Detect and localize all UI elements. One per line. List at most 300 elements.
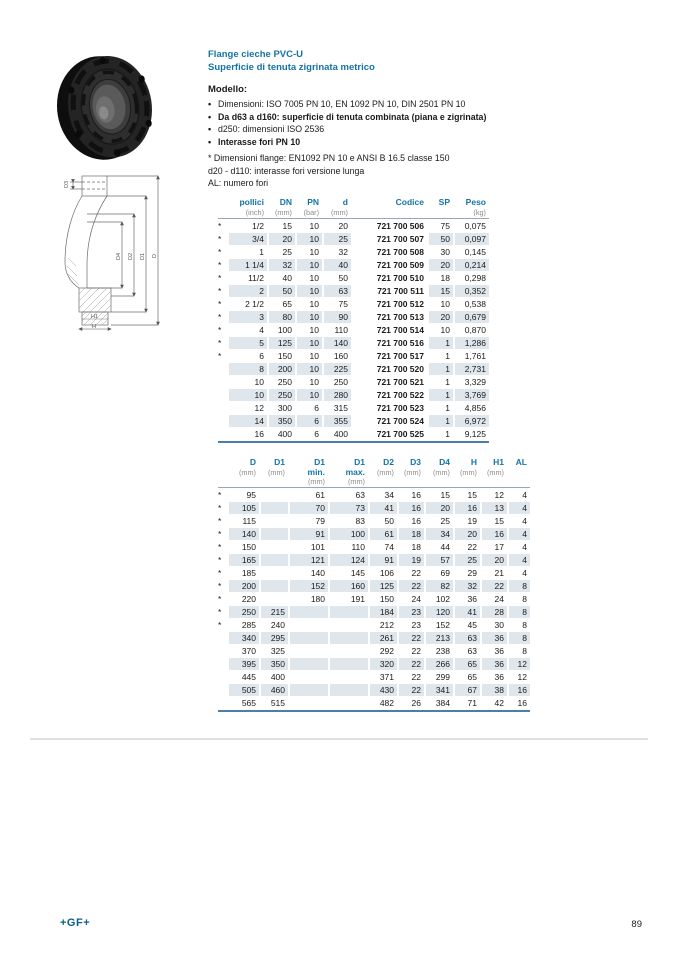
model-bullet-item: [208, 123, 548, 136]
table-cell: 320: [370, 658, 397, 670]
footnote-star-cell: *: [218, 221, 222, 231]
table-cell: 1: [429, 337, 453, 349]
table-cell: 185: [241, 568, 256, 578]
table-cell: 145: [350, 568, 365, 578]
table-cell: 34: [426, 528, 453, 540]
table-cell: 22: [399, 632, 424, 644]
column-header: PN (bar): [303, 197, 319, 217]
table-cell: 8: [522, 646, 527, 656]
footnote-star-cell: [218, 402, 227, 414]
bullet-icon: •: [208, 136, 212, 147]
table-cell: 10: [297, 259, 322, 271]
table-cell: 250: [277, 377, 292, 387]
table-row: [218, 272, 489, 284]
table-cell: 200: [269, 363, 295, 375]
table-cell: 8: [509, 580, 530, 592]
table-cell: 8: [509, 632, 530, 644]
footnotes: [208, 152, 548, 190]
table-cell: 30: [440, 247, 450, 257]
table-cell: 721 700 521: [376, 377, 424, 387]
table-cell: 25: [282, 247, 292, 257]
table-cell: 75: [440, 221, 450, 231]
flange-photo-group: [52, 50, 159, 164]
table-cell: 75: [338, 299, 348, 309]
bullet-text: Interasse fori PN 10: [218, 136, 301, 147]
table-cell: 350: [261, 658, 288, 670]
product-photo: [52, 50, 164, 164]
table-cell: 101: [310, 542, 325, 552]
table-cell: 220: [241, 594, 256, 604]
footnote-star-cell: *: [218, 234, 222, 244]
table-cell: 180: [310, 594, 325, 604]
table-cell: 445: [241, 672, 256, 682]
table-row: [218, 619, 530, 631]
table-cell: 63: [324, 285, 351, 297]
table-cell: 32: [269, 259, 295, 271]
table-cell: 29: [467, 568, 477, 578]
table-row: [218, 606, 530, 618]
table-cell: [261, 515, 288, 527]
table-header-row: [218, 197, 489, 217]
table-cell: 12: [494, 490, 504, 500]
model-heading: Modello:: [208, 84, 248, 95]
table-cell: 22: [399, 580, 424, 592]
table-cell: 721 700 509: [376, 260, 424, 270]
table-cell: 13: [482, 502, 507, 514]
footnote-star-cell: *: [218, 247, 222, 257]
table-cell: 63: [355, 490, 365, 500]
column-header: Peso (kg): [465, 197, 486, 217]
model-bullet-item: [208, 136, 548, 149]
column-header: d (mm): [330, 197, 348, 217]
table-cell: 14: [229, 415, 267, 427]
table-cell: 19: [467, 516, 477, 526]
table-row: [218, 671, 530, 683]
table-cell: 20: [429, 259, 453, 271]
table-cell: 4: [522, 490, 527, 500]
table-cell: 191: [350, 594, 365, 604]
table-cell: [261, 502, 288, 514]
table-cell: 250: [333, 377, 348, 387]
table-cell: 721 700 511: [377, 286, 424, 296]
table-cell: 721 700 507: [376, 234, 424, 244]
column-header: D1 max. (mm): [345, 457, 365, 486]
table-row: [218, 489, 530, 501]
table-cell: 200: [229, 580, 259, 592]
column-header: D1 min. (mm): [307, 457, 325, 486]
gf-logo: +GF+: [60, 917, 91, 929]
table-cell: 1/2: [252, 221, 264, 231]
table-cell: 12: [509, 658, 530, 670]
table-cell: 1,761: [464, 351, 486, 361]
table-cell: 10: [309, 377, 319, 387]
footnote-line: d20 - d110: interasse fori versione lunga: [208, 165, 365, 176]
table-cell: 61: [315, 490, 325, 500]
table-cell: 105: [229, 502, 259, 514]
table-cell: 721 700 508: [376, 247, 424, 257]
table-cell: 140: [310, 568, 325, 578]
bullet-icon: •: [208, 111, 212, 122]
table-cell: 91: [370, 554, 397, 566]
table-cell: [261, 593, 288, 605]
drawing-label-d2: D2: [128, 252, 134, 260]
table-cell: 721 700 516: [376, 338, 424, 348]
table-cell: 1,286: [455, 337, 489, 349]
bullet-icon: •: [208, 99, 212, 109]
table-cell: 63: [455, 632, 480, 644]
table-cell: 100: [330, 528, 368, 540]
table-cell: 215: [261, 606, 288, 618]
table-row: [218, 502, 530, 514]
table-cell: 82: [426, 580, 453, 592]
table-cell: 30: [494, 620, 504, 630]
table-cell: 8: [229, 363, 267, 375]
table-cell: 355: [324, 415, 351, 427]
table-cell: 65: [282, 299, 292, 309]
table-cell: 50: [269, 285, 295, 297]
footnote-star-cell: *: [218, 286, 222, 296]
footnote-star-cell: [218, 415, 227, 427]
table-cell: 91: [290, 528, 328, 540]
table-row: [218, 554, 530, 566]
column-header: D2 (mm): [376, 457, 394, 477]
star-column-header: [218, 197, 227, 217]
table-cell: 26: [411, 698, 421, 708]
footer-divider: [30, 738, 648, 740]
table-row: [218, 311, 489, 323]
table-cell: 32: [455, 580, 480, 592]
table-cell: 44: [440, 542, 450, 552]
footnote-star-cell: *: [218, 607, 222, 617]
table-row: [218, 658, 530, 670]
drawing-outline: [65, 176, 158, 325]
table-cell: 4: [509, 502, 530, 514]
table-cell: 16: [254, 429, 264, 439]
table-cell: 4: [522, 568, 527, 578]
table-cell: 106: [379, 568, 394, 578]
table-cell: 1 1/4: [229, 259, 267, 271]
table-cell: [330, 697, 368, 709]
column-header: D3 (mm): [403, 457, 421, 477]
table-cell: 721 700 510: [376, 273, 424, 283]
table-cell: 23: [411, 620, 421, 630]
table-cell: 4: [509, 528, 530, 540]
footnote-star-cell: *: [218, 542, 222, 552]
table-cell: 22: [411, 646, 421, 656]
dimensions-table-wrap: [216, 456, 532, 713]
table-cell: 1: [429, 363, 453, 375]
table-cell: 24: [411, 594, 421, 604]
table-header-row: [218, 457, 530, 486]
table-row: [218, 697, 530, 709]
table-cell: 6,972: [455, 415, 489, 427]
table-cell: 340: [229, 632, 259, 644]
table-cell: 63: [467, 646, 477, 656]
table-cell: 36: [467, 594, 477, 604]
table-cell: 10: [297, 285, 322, 297]
model-bullet-item: [208, 98, 548, 111]
table-bottom-rule: [218, 710, 530, 712]
footnote-star-cell: *: [218, 620, 222, 630]
table-cell: 10: [440, 299, 450, 309]
table-row: [218, 285, 489, 297]
table-cell: 10: [254, 377, 264, 387]
column-header: DN (mm): [274, 197, 292, 217]
table-row: [218, 528, 530, 540]
table-cell: 295: [261, 632, 288, 644]
table-cell: 19: [399, 554, 424, 566]
table-cell: 8: [522, 620, 527, 630]
table-cell: 10: [309, 247, 319, 257]
column-header: D4 (mm): [432, 457, 450, 477]
table-row: [218, 684, 530, 696]
table-cell: 1: [429, 415, 453, 427]
table-cell: 36: [494, 672, 504, 682]
table-cell: 79: [315, 516, 325, 526]
table-cell: 10: [297, 389, 322, 401]
table-cell: 3: [229, 311, 267, 323]
table-cell: 11/2: [248, 273, 264, 283]
table-cell: [290, 684, 328, 696]
table-cell: 9,125: [464, 429, 486, 439]
footnote-star-cell: *: [218, 555, 222, 565]
table-cell: 20: [482, 554, 507, 566]
table-cell: 16: [399, 502, 424, 514]
table-cell: 20: [338, 221, 348, 231]
drawing-label-h1: H1: [91, 314, 99, 320]
table-row: [218, 220, 489, 232]
table-cell: 17: [494, 542, 504, 552]
table-cell: 22: [399, 658, 424, 670]
table-cell: 152: [435, 620, 450, 630]
table-cell: [330, 658, 368, 670]
table-cell: [261, 541, 288, 553]
footnote-star-cell: [218, 363, 227, 375]
table-cell: 721 700 513: [376, 312, 424, 322]
table-cell: 3,329: [464, 377, 486, 387]
table-cell: 41: [455, 606, 480, 618]
table-cell: 140: [229, 528, 259, 540]
table-row: [218, 376, 489, 388]
table-cell: 10: [309, 221, 319, 231]
footnote-star-cell: [218, 632, 227, 644]
footnote-star-cell: [218, 684, 227, 696]
table-cell: 3,769: [455, 389, 489, 401]
table-cell: 1: [429, 389, 453, 401]
table-cell: 400: [270, 672, 285, 682]
table-cell: 0,538: [464, 299, 486, 309]
table-cell: 70: [290, 502, 328, 514]
footnote-star-cell: *: [218, 351, 222, 361]
footnote-star-cell: *: [218, 503, 222, 513]
table-cell: 50: [338, 273, 348, 283]
table-cell: 50: [429, 233, 453, 245]
table-cell: [290, 619, 328, 631]
footnote-line: AL: numero fori: [208, 178, 269, 188]
table-row: [218, 580, 530, 592]
table-cell: 0,870: [464, 325, 486, 335]
table-cell: 6: [314, 403, 319, 413]
table-cell: 0,075: [464, 221, 486, 231]
table-cell: [330, 684, 368, 696]
table-cell: 110: [351, 542, 365, 552]
table-cell: 266: [426, 658, 453, 670]
table-cell: 18: [411, 542, 421, 552]
table-cell: 124: [330, 554, 368, 566]
table-cell: 102: [435, 594, 450, 604]
table-row: [218, 515, 530, 527]
page-title-line2: Superficie di tenuta zigrinata metrico: [208, 62, 375, 73]
table-cell: 120: [426, 606, 453, 618]
table-cell: 125: [269, 337, 295, 349]
table-cell: 212: [379, 620, 394, 630]
model-bullet-item: [208, 111, 548, 124]
footnote-star-cell: *: [218, 529, 222, 539]
table-cell: 261: [370, 632, 397, 644]
table-cell: 565: [241, 698, 256, 708]
table-cell: 250: [269, 389, 295, 401]
table-cell: 61: [370, 528, 397, 540]
table-cell: 430: [370, 684, 397, 696]
table-cell: 371: [379, 672, 394, 682]
table-cell: 395: [229, 658, 259, 670]
table-cell: 28: [482, 606, 507, 618]
table-cell: 140: [324, 337, 351, 349]
table-cell: 45: [467, 620, 477, 630]
table-cell: 721 700 525: [376, 429, 424, 439]
table-bottom-rule: [218, 441, 489, 443]
table-cell: [290, 606, 328, 618]
table-cell: 90: [324, 311, 351, 323]
table-cell: 50: [384, 516, 394, 526]
footnote-star-cell: *: [218, 299, 222, 309]
table-cell: 12: [254, 403, 264, 413]
table-cell: 721 700 512: [376, 299, 424, 309]
table-cell: 1: [445, 429, 450, 439]
table-cell: 32: [338, 247, 348, 257]
table-cell: 71: [467, 698, 477, 708]
footnote-star-cell: [218, 697, 227, 709]
model-bullets: [208, 98, 548, 148]
table-cell: 721 700 506: [376, 221, 424, 231]
table-cell: [261, 554, 288, 566]
table-cell: 8: [509, 606, 530, 618]
table-cell: 150: [241, 542, 256, 552]
table-cell: 4: [522, 516, 527, 526]
table-cell: 42: [494, 698, 504, 708]
table-cell: 225: [324, 363, 351, 375]
table-cell: 400: [333, 429, 348, 439]
table-cell: 20: [455, 528, 480, 540]
table-cell: 83: [355, 516, 365, 526]
table-cell: 15: [467, 490, 477, 500]
footnote-star-cell: [218, 428, 227, 440]
table-cell: 18: [440, 273, 450, 283]
footnote-star-cell: *: [218, 338, 222, 348]
table-row: [218, 324, 489, 336]
table-cell: 6: [314, 429, 319, 439]
table-row: [218, 645, 530, 657]
table-cell: [261, 580, 288, 592]
column-header: pollici (inch): [239, 197, 264, 217]
drawing-label-d3: D3: [64, 180, 70, 188]
table-cell: 1: [445, 351, 450, 361]
table-cell: 121: [290, 554, 328, 566]
table-cell: 34: [384, 490, 394, 500]
table-cell: 6: [297, 415, 322, 427]
table-cell: 15: [282, 221, 292, 231]
table-cell: 16: [455, 502, 480, 514]
table-cell: 115: [242, 516, 256, 526]
table-row: [218, 632, 530, 644]
table-cell: 238: [435, 646, 450, 656]
table-cell: 80: [269, 311, 295, 323]
header-rule: [218, 218, 489, 219]
table-cell: [261, 567, 288, 579]
table-cell: 110: [334, 325, 348, 335]
table-cell: 23: [399, 606, 424, 618]
table-row: [218, 350, 489, 362]
column-header: H1 (mm): [486, 457, 504, 477]
table-cell: 36: [482, 632, 507, 644]
table-cell: 299: [435, 672, 450, 682]
table-cell: 505: [229, 684, 259, 696]
table-row: [218, 259, 489, 271]
table-cell: 285: [241, 620, 256, 630]
table-cell: [330, 619, 368, 631]
table-cell: 0,214: [455, 259, 489, 271]
dimensions-table: [216, 456, 532, 713]
table-cell: 16: [509, 684, 530, 696]
table-row: [218, 298, 489, 310]
table-cell: 125: [370, 580, 397, 592]
table-row: [218, 402, 489, 414]
table-cell: 22: [482, 580, 507, 592]
table-cell: 341: [426, 684, 453, 696]
table-cell: 20: [429, 311, 453, 323]
table-cell: 10: [297, 233, 322, 245]
footnote-star-cell: *: [218, 260, 222, 270]
table-row: [218, 593, 530, 605]
table-cell: 150: [379, 594, 394, 604]
table-cell: [290, 645, 328, 657]
table-cell: 25: [324, 233, 351, 245]
table-cell: 150: [277, 351, 292, 361]
table-cell: 721 700 523: [376, 403, 424, 413]
table-cell: 20: [269, 233, 295, 245]
table-cell: 22: [399, 684, 424, 696]
table-cell: 482: [379, 698, 394, 708]
table-cell: 400: [277, 429, 292, 439]
drawing-label-h: H: [92, 324, 96, 330]
description-block: [208, 48, 548, 190]
table-cell: 41: [370, 502, 397, 514]
table-row: [218, 337, 489, 349]
table-cell: [330, 606, 368, 618]
table-row: [218, 363, 489, 375]
bullet-text: d250: dimensioni ISO 2536: [218, 124, 325, 134]
table-cell: 721 700 522: [376, 390, 424, 400]
table-cell: 69: [440, 568, 450, 578]
table-cell: 65: [467, 672, 477, 682]
table-cell: 3/4: [229, 233, 267, 245]
table-cell: 4: [259, 325, 264, 335]
table-cell: 2,731: [455, 363, 489, 375]
footnote-star-cell: *: [218, 581, 222, 591]
table-cell: 250: [229, 606, 259, 618]
table-cell: 10: [440, 325, 450, 335]
table-cell: 10: [309, 351, 319, 361]
